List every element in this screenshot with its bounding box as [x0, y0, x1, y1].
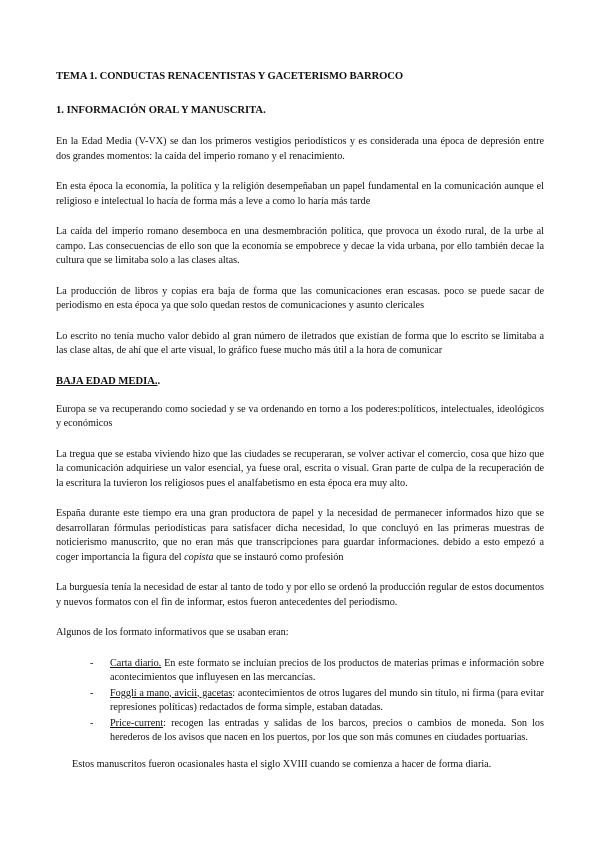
- paragraph-spain-end: que se instauró como profesión: [213, 551, 344, 563]
- paragraph: La caída del imperio romano desemboca en una desmembración política, que provoca un éxodo rural, de la urbe al campo. Las consecuencias de ello son que la economía se empobrece y decae la vida urbana, por ello también decae la cultura que se limitaba solo a las clases altas.: [56, 226, 544, 266]
- section-heading-baja-edad-media-wrap: [56, 375, 544, 389]
- format-term: Fogglí a mano, avicii, gacetas: [110, 687, 233, 699]
- paragraph: Europa se va recuperando como sociedad y se va ordenando en torno a los poderes:políticos, intelectuales, ideológicos y económicos: [56, 403, 544, 429]
- formats-list: [56, 657, 544, 746]
- format-term: Price-current: [110, 717, 164, 729]
- list-item-price-current: [90, 717, 544, 746]
- paragraph: Lo escrito no tenía mucho valor debido al gran número de iletrados que existían de forma que lo escrito se limitaba a las clase altas, de ahí que el arte visual, lo gráfico fuese mucho más útil a la hora de comunicar: [56, 330, 544, 356]
- emphasis-copista: copista: [184, 551, 214, 563]
- paragraph: La producción de libros y copias era baja de forma que las comunicaciones eran escasas. poco se puede sacar de periodismo en esta época ya que solo quedan restos de comunicaciones y asunto clericales: [56, 285, 544, 311]
- paragraph-spain-text: España durante este tiempo era una gran productora de papel y la necesidad de permanecer informados hizo que se desarrollaran fórmulas periodísticas para satisfacer dicha necesidad, lo que concluyó en las primeras muestras de noticierismo manuscrito, que no eran más que transcripciones para guardar informaciones. debido a esto empezó a coger importancia la figura del: [56, 508, 544, 563]
- format-description: : acontecimientos de otros lugares del mundo sin título, ni firma (para evitar represiones políticas) redactados de forma simple, estaban datadas.: [110, 687, 544, 713]
- closing-paragraph: Estos manuscritos fueron ocasionales hasta el siglo XVIII cuando se comienza a hacer de forma diaria.: [72, 758, 492, 770]
- paragraph: La tregua que se estaba viviendo hizo que las ciudades se recuperaran, se volver activar el comercio, cosa que hizo que la comunicación adquiriese un valor esencial, ya fuese oral, escrita o visual. Gran parte de culpa de la recuperación de la escritura la tuvieron los religiosos pues el analfabetismo en esta época era muy alto.: [56, 448, 544, 489]
- list-item-foggli: [90, 687, 544, 716]
- paragraph: En la Edad Media (V-VX) se dan los primeros vestigios periodísticos y es considerada una época de depresión entre dos grandes momentos: la caída del imperio romano y el renacimiento.: [56, 136, 544, 162]
- list-dash: -: [90, 657, 94, 669]
- heading-trailing-period: .: [157, 375, 161, 387]
- list-dash: -: [90, 687, 94, 699]
- document-title: TEMA 1. CONDUCTAS RENACENTISTAS Y GACETERISMO BARROCO: [56, 71, 403, 82]
- paragraph: La burguesía tenía la necesidad de estar al tanto de todo y por ello se ordenó la producción regular de estos documentos y nuevos formatos con el fin de informar, estos fueron antecedentes del periodismo.: [56, 582, 544, 608]
- section-heading-oral-manuscrita: 1. INFORMACIÓN ORAL Y MANUSCRITA.: [56, 105, 266, 116]
- list-item-carta-diario: [90, 657, 544, 686]
- format-term: Carta diario.: [110, 657, 162, 669]
- paragraph-formats-intro: Algunos de los formato informativos que se usaban eran:: [56, 627, 289, 638]
- section-heading-baja-edad-media: BAJA EDAD MEDIA.: [56, 375, 158, 387]
- paragraph-spain: [56, 507, 544, 565]
- paragraph: En esta época la economía, la política y la religión desempeñaban un papel fundamental en la comunicación aunque el religioso e intelectual lo hacía de forma más a leve a como lo haría más tarde: [56, 181, 544, 207]
- list-dash: -: [90, 717, 94, 729]
- format-description: : recogen las entradas y salidas de los barcos, precios o cambios de moneda. Son los herederos de los avisos que nacen en los puertos, por los que son más comunes en ciudades portuarias.: [110, 717, 544, 743]
- format-description: En este formato se incluían precios de los productos de materias primas e información sobre acontecimientos que influyesen en las mercancías.: [110, 657, 544, 683]
